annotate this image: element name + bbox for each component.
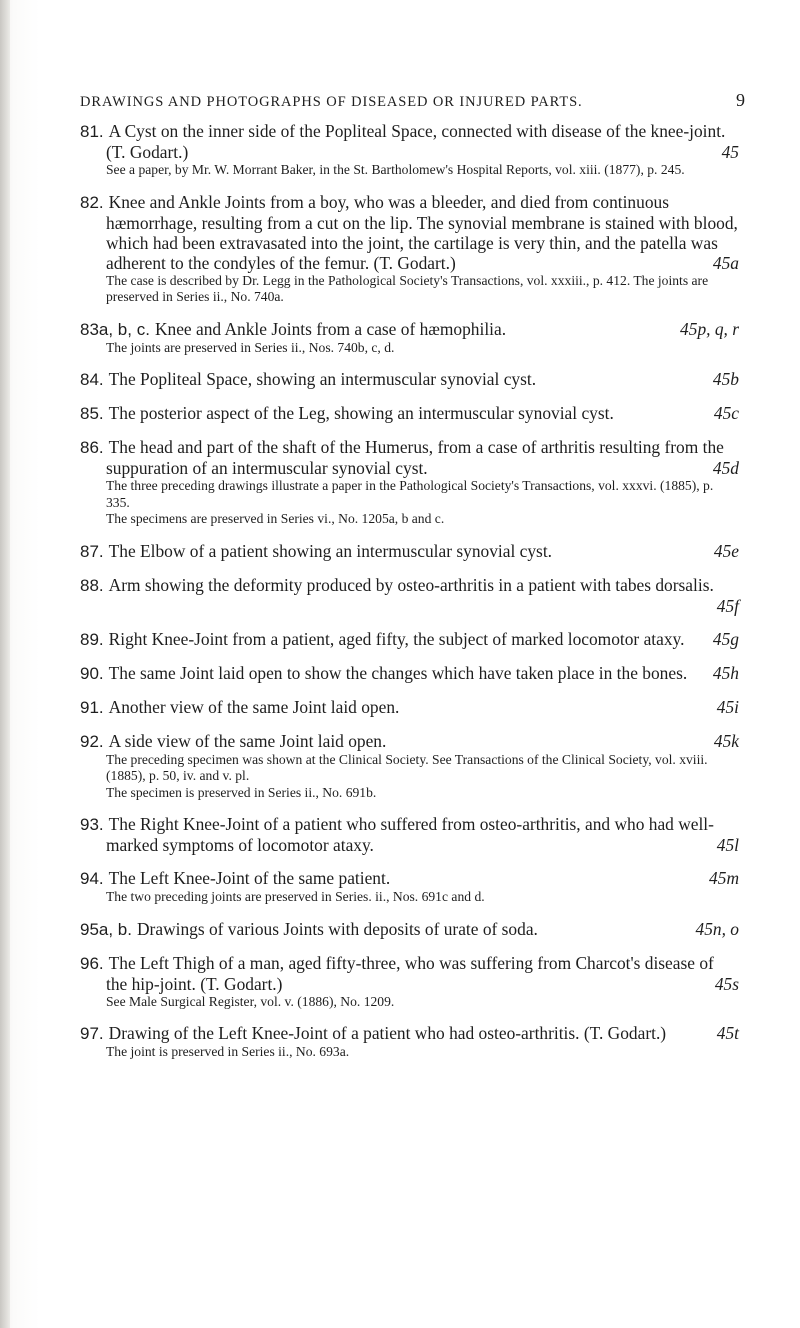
entry-number: 96. [80,953,104,973]
entry-number: 95a, b. [80,919,132,939]
note-line: See Male Surgical Register, vol. v. (1886), No. 1209. [106,993,395,1009]
note-line: The specimens are preserved in Series vi., No. 1205a, b and c. [106,511,445,526]
note-line: The joint is preserved in Series ii., No. 693a. [106,1044,350,1059]
entry-description [80,319,739,340]
entry-note [80,994,739,1011]
entry-description [80,814,739,855]
catalogue-entry [80,369,739,390]
entry-number: 92. [80,731,104,751]
entry-note [80,273,739,306]
entry-text: A side view of the same Joint laid open. [108,730,387,751]
entry-description [80,663,739,684]
entry-reference: 45t [716,1023,739,1043]
catalogue-entry [80,319,739,357]
entry-text: The Elbow of a patient showing an intermuscular synovial cyst. [108,540,552,561]
entry-text: The Right Knee-Joint of a patient who suffered from osteo-arthritis, and who had well-marked symptoms of locomotor ataxy. [106,814,714,855]
entry-text: Drawing of the Left Knee-Joint of a patient who had osteo-arthritis. (T. Godart.) [108,1023,667,1043]
entry-number: 94. [80,869,104,888]
entry-description [80,437,739,478]
entry-description [80,731,739,752]
catalogue-entry [80,437,739,528]
note-line: The preceding specimen was shown at the Clinical Society. See Transactions of the Clinical Society, vol. xviii. (1885), p. 50, iv. and v. pl. [106,751,708,783]
entry-number: 89. [80,629,104,649]
running-header [80,90,745,111]
note-line: The three preceding drawings illustrate a paper in the Pathological Society's Transactions, vol. xxxvi. (1885), p. 335. [106,478,714,510]
entry-description [80,868,739,889]
entry-number: 93. [80,815,104,834]
entry-reference: 45i [716,696,739,717]
entry-number: 87. [80,541,104,561]
entry-number: 97. [80,1024,104,1043]
entry-text: The Left Knee-Joint of the same patient. [108,868,391,888]
entry-text: The Popliteal Space, showing an intermuscular synovial cyst. [108,369,537,389]
note-line: The two preceding joints are preserved in Series. ii., Nos. 691c and d. [106,889,485,904]
note-line: The specimen is preserved in Series ii., No. 691b. [106,784,377,800]
entry-description [80,369,739,390]
entry-number: 84. [80,370,104,389]
entry-reference: 45p, q, r [680,318,739,339]
entry-text: Arm showing the deformity produced by osteo-arthritis in a patient with tabes dorsalis. [108,574,714,595]
catalogue-entry [80,541,739,562]
entry-reference: 45f [716,595,739,616]
entry-reference: 45m [709,868,739,888]
page-number: 9 [736,90,745,110]
entry-reference: 45s [714,973,739,994]
catalogue-entry [80,919,739,940]
entry-text: The Left Thigh of a man, aged fifty-three, who was suffering from Charcot's disease of the hip-joint. (T. Godart.) [106,952,714,994]
catalogue-entry [80,629,739,650]
entry-reference: 45n, o [695,918,739,939]
entry-reference: 45k [713,730,739,751]
entry-number: 82. [80,192,104,212]
catalogue-entry [80,663,739,684]
catalogue-entry [80,697,739,718]
note-line: The case is described by Dr. Legg in the Pathological Society's Transactions, vol. xxxiii., p. 412. The joints are preserved in Series ii., No. 740a. [106,272,709,304]
entry-reference: 45d [712,458,739,478]
entry-note [80,340,739,357]
entry-reference: 45 [721,142,739,162]
entry-note [80,478,739,528]
entry-reference: 45g [712,628,739,649]
note-line: See a paper, by Mr. W. Morrant Baker, in the St. Bartholomew's Hospital Reports, vol. xiii. (1877), p. 245. [106,162,685,177]
catalogue-entry [80,953,739,1011]
entry-note [80,889,739,906]
entry-number: 83a, b, c. [80,319,150,339]
catalogue-entry [80,192,739,306]
entry-description [80,121,739,162]
entry-description [80,919,739,940]
entry-text: Knee and Ankle Joints from a boy, who was a bleeder, and died from continuous hæmorrhage, resulting from a cut on the lip. The synovial membrane is stained with blood, which had been extravasated into the joint, the cartilage is very thin, and the patella was adherent to the condyles of the femur. (T. Godart.) [106,191,738,273]
entry-note [80,162,739,179]
entry-text: A Cyst on the inner side of the Popliteal Space, connected with disease of the knee-joint. (T. Godart.) [106,121,726,162]
entry-text: The same Joint laid open to show the changes which have taken place in the bones. [108,662,688,683]
catalogue-entries [80,121,739,1074]
entry-text: Another view of the same Joint laid open. [108,696,400,717]
entry-description [80,192,739,273]
entry-text: The head and part of the shaft of the Humerus, from a case of arthritis resulting from the suppuration of an intermuscular synovial cyst. [106,437,724,478]
entry-number: 90. [80,663,104,683]
book-spine-shadow [0,0,10,1328]
note-line: The joints are preserved in Series ii., Nos. 740b, c, d. [106,339,395,355]
entry-reference: 45a [712,252,739,273]
entry-note [80,752,739,802]
entry-reference: 45h [712,662,739,683]
entry-reference: 45e [713,540,739,561]
entry-number: 85. [80,404,104,423]
entry-description [80,541,739,562]
entry-text: Right Knee-Joint from a patient, aged fifty, the subject of marked locomotor ataxy. [108,628,685,649]
entry-text: Knee and Ankle Joints from a case of hæmophilia. [154,318,507,339]
catalogue-entry [80,1023,739,1061]
entry-description [80,575,739,616]
catalogue-entry [80,575,739,616]
entry-number: 88. [80,575,104,595]
entry-description [80,403,739,424]
entry-description [80,953,739,994]
running-title: DRAWINGS AND PHOTOGRAPHS OF DISEASED OR INJURED PARTS. [80,94,583,110]
entry-number: 81. [80,122,104,141]
entry-reference: 45c [713,403,739,423]
catalogue-entry [80,814,739,855]
catalogue-entry [80,731,739,802]
entry-description [80,629,739,650]
entry-reference: 45l [716,835,739,855]
entry-note [80,1044,739,1061]
catalogue-entry [80,868,739,906]
catalogue-entry [80,121,739,179]
entry-number: 86. [80,438,104,457]
entry-number: 91. [80,697,104,717]
entry-description [80,697,739,718]
catalogue-entry [80,403,739,424]
entry-text: Drawings of various Joints with deposits of urate of soda. [137,918,538,939]
entry-text: The posterior aspect of the Leg, showing an intermuscular synovial cyst. [108,403,614,423]
entry-description [80,1023,739,1044]
entry-reference: 45b [712,369,739,389]
